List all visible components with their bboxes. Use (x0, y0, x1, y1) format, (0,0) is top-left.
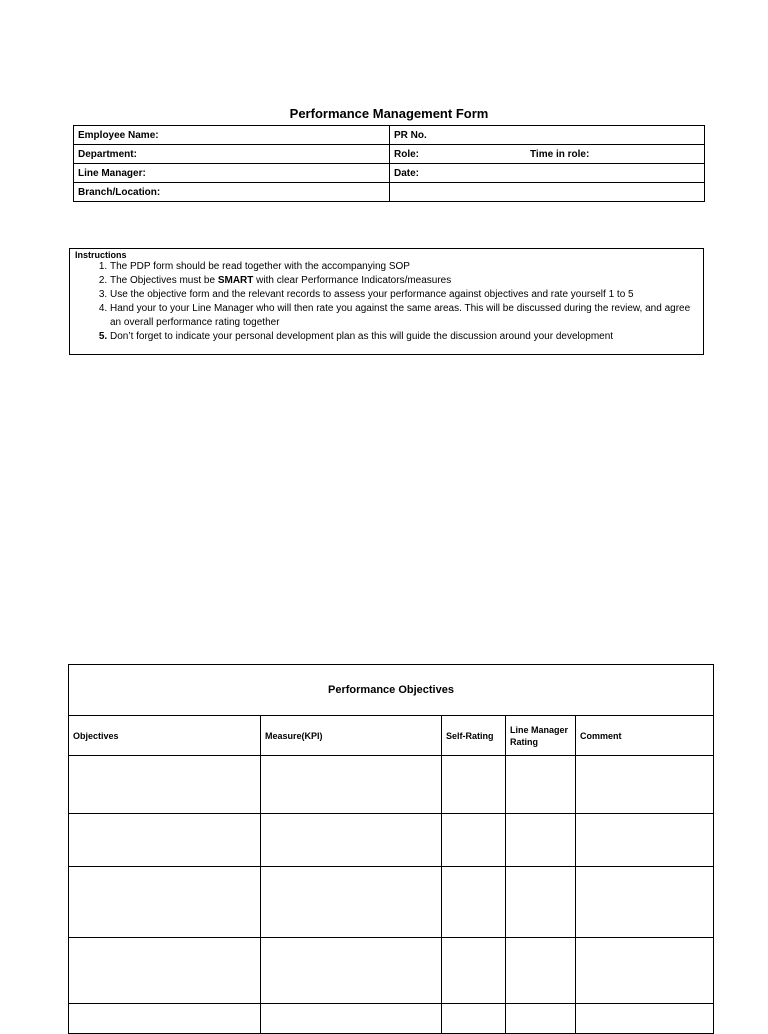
manager-rating-cell[interactable] (506, 938, 576, 1004)
measure-cell[interactable] (261, 814, 442, 867)
objective-cell[interactable] (69, 756, 261, 814)
empty-cell[interactable] (390, 183, 705, 202)
performance-objectives-table (68, 664, 714, 1034)
date-label[interactable]: Date: (390, 164, 705, 183)
instruction-item: 3. Use the objective form and the relevant records to assess your performance against objectives and rate yourself 1 to 5 (110, 288, 695, 302)
instruction-text: The Objectives must be (110, 275, 218, 286)
form-title: Performance Management Form (289, 106, 489, 121)
measure-cell[interactable] (261, 938, 442, 1004)
comment-cell[interactable] (576, 867, 714, 938)
instructions-box (69, 248, 704, 355)
instruction-item: 4. Hand your to your Line Manager who will then rate you against the same areas. This will be discussed during the review, and agree an overall performance rating together (110, 302, 695, 330)
pr-no-label[interactable]: PR No. (390, 126, 705, 145)
comment-header: Comment (576, 716, 714, 756)
instructions-list (70, 260, 703, 344)
role-cell[interactable] (390, 145, 705, 164)
manager-rating-cell[interactable] (506, 756, 576, 814)
objective-cell[interactable] (69, 867, 261, 938)
table-row (69, 938, 714, 1004)
self-rating-cell[interactable] (442, 756, 506, 814)
objective-cell[interactable] (69, 814, 261, 867)
table-row (69, 756, 714, 814)
comment-cell[interactable] (576, 814, 714, 867)
measure-cell[interactable] (261, 867, 442, 938)
measure-cell[interactable] (261, 756, 442, 814)
measure-cell[interactable] (261, 1004, 442, 1034)
self-rating-cell[interactable] (442, 938, 506, 1004)
comment-cell[interactable] (576, 756, 714, 814)
manager-rating-cell[interactable] (506, 814, 576, 867)
objective-cell[interactable] (69, 1004, 261, 1034)
comment-cell[interactable] (576, 1004, 714, 1034)
measure-header: Measure(KPI) (261, 716, 442, 756)
comment-cell[interactable] (576, 938, 714, 1004)
objectives-header: Objectives (69, 716, 261, 756)
line-manager-rating-header: Line Manager Rating (506, 716, 576, 756)
employee-name-label[interactable]: Employee Name: (74, 126, 390, 145)
self-rating-cell[interactable] (442, 867, 506, 938)
objective-cell[interactable] (69, 938, 261, 1004)
role-label: Role: (394, 148, 419, 160)
table-row (69, 814, 714, 867)
instruction-item (110, 274, 695, 288)
smart-emphasis: SMART (217, 275, 254, 286)
table-row (69, 1004, 714, 1034)
branch-location-label[interactable]: Branch/Location: (74, 183, 390, 202)
instruction-text: with clear Performance Indicators/measures (253, 275, 452, 286)
department-label[interactable]: Department: (74, 145, 390, 164)
manager-rating-cell[interactable] (506, 867, 576, 938)
objectives-caption: Performance Objectives (69, 665, 714, 716)
time-in-role-label: Time in role: (530, 148, 590, 160)
employee-details-table (73, 125, 705, 202)
instructions-heading: Instructions (75, 250, 127, 260)
line-manager-label[interactable]: Line Manager: (74, 164, 390, 183)
table-row (69, 867, 714, 938)
instruction-item: 1. The PDP form should be read together with the accompanying SOP (110, 260, 695, 274)
instruction-item: 5. Don’t forget to indicate your personal development plan as this will guide the discussion around your development (110, 330, 695, 344)
manager-rating-cell[interactable] (506, 1004, 576, 1034)
self-rating-cell[interactable] (442, 814, 506, 867)
self-rating-header: Self-Rating (442, 716, 506, 756)
self-rating-cell[interactable] (442, 1004, 506, 1034)
